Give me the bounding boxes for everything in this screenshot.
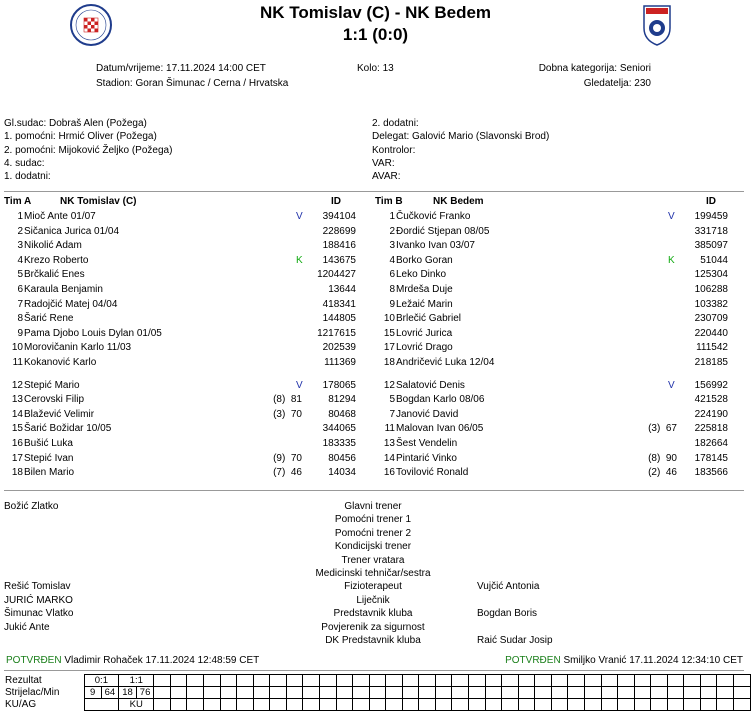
player-number: 17 <box>11 452 23 464</box>
player-id: 178065 <box>322 379 356 391</box>
player-id: 344065 <box>322 423 356 435</box>
official-line: 2. pomoćni: Mijoković Željko (Požega) <box>4 144 173 156</box>
staff-role: Trener vratara <box>341 554 405 566</box>
staff-role: Liječnik <box>356 594 390 606</box>
player-id: 230709 <box>694 313 728 325</box>
player-id: 80456 <box>328 452 356 464</box>
player-name: Kokanović Karlo <box>24 357 97 368</box>
team-a-id-header: ID <box>331 196 341 207</box>
player-name: Cerovski Filip <box>24 394 85 406</box>
player-id: 182664 <box>694 438 728 449</box>
player-number: 6 <box>389 269 395 281</box>
divider <box>4 490 744 491</box>
player-name: Morovičanin Karlo 11/03 <box>24 342 132 354</box>
age-category: Dobna kategorija: Seniori <box>538 63 651 74</box>
player-name: Malovan Ivan 06/05 <box>396 423 484 435</box>
scorer-cell: 76 <box>136 687 154 699</box>
score-cell: 0:1 <box>84 675 119 687</box>
player-id: 228699 <box>322 225 356 237</box>
match-score: 1:1 (0:0) <box>342 25 409 44</box>
away-confirm-text: Smiljko Vranić 17.11.2024 12:34:10 CET <box>563 655 743 666</box>
player-id: 156992 <box>694 379 728 391</box>
player-number: 7 <box>389 408 395 420</box>
captain-mark: K <box>668 254 675 266</box>
official-line: Delegat: Galović Mario (Slavonski Brod) <box>372 131 550 143</box>
player-id: 418341 <box>322 298 356 310</box>
staff-role: Pomoćni trener 1 <box>334 514 412 526</box>
player-number: 5 <box>389 394 395 406</box>
substitution-info: (8) 81 <box>273 394 302 406</box>
scorer-cell: 64 <box>101 687 119 699</box>
player-number: 18 <box>11 467 23 479</box>
official-line: AVAR: <box>372 171 401 183</box>
team-a-label: Tim A <box>4 196 32 207</box>
player-name: Pama Djobo Louis Dylan 01/05 <box>24 327 162 339</box>
player-number: 8 <box>17 313 23 325</box>
substitution-info: (3) 70 <box>273 408 302 420</box>
player-number: 1 <box>17 211 23 222</box>
staff-role: Glavni trener <box>344 501 402 512</box>
goalkeeper-mark: V <box>296 211 303 222</box>
staff-role: Predstavnik kluba <box>333 608 413 620</box>
score-row-ku <box>4 699 751 711</box>
home-staff-name: Rešić Tomislav <box>4 581 71 593</box>
score-row-strijelac <box>4 687 751 699</box>
player-id: 111542 <box>696 342 728 354</box>
player-number: 17 <box>383 342 395 354</box>
player-name: Bušić Luka <box>24 438 73 449</box>
staff-role: Medicinski tehničar/sestra <box>315 568 431 579</box>
player-id: 81294 <box>328 394 356 406</box>
staff-role: Pomoćni trener 2 <box>334 527 412 539</box>
player-name: Lovrić Jurica <box>396 327 453 339</box>
substitution-info: (9) 70 <box>273 452 302 464</box>
away-confirm-tag: POTVRĐEN <box>505 655 561 666</box>
scorer-cell: 18 <box>119 687 137 699</box>
staff-role: Fizioterapeut <box>344 581 402 593</box>
player-id: 1204427 <box>317 269 356 281</box>
player-number: 15 <box>11 423 23 435</box>
player-id: 144805 <box>322 313 356 325</box>
player-name: Borko Goran <box>396 254 453 266</box>
home-staff-name: JURIĆ MARKO <box>4 594 73 606</box>
player-id: 143675 <box>322 254 356 266</box>
player-id: 224190 <box>694 408 728 420</box>
player-number: 15 <box>383 327 395 339</box>
player-id: 183335 <box>322 438 356 449</box>
staff-role: Kondicijski trener <box>334 541 412 553</box>
substitution-info: (7) 46 <box>273 467 302 479</box>
team-b-id-header: ID <box>706 196 716 207</box>
home-confirm-tag: POTVRĐEN <box>6 655 62 666</box>
player-id: 111369 <box>324 357 356 368</box>
player-number: 2 <box>389 225 395 237</box>
official-line: VAR: <box>372 157 395 169</box>
player-id: 225818 <box>694 423 728 435</box>
score-cell: 1:1 <box>119 675 154 687</box>
player-id: 103382 <box>694 298 728 310</box>
player-name: Krezo Roberto <box>24 254 89 266</box>
official-line: 2. dodatni: <box>372 118 419 129</box>
player-number: 9 <box>17 327 23 339</box>
player-name: Brčkalić Enes <box>24 269 85 281</box>
substitution-info: (3) 67 <box>648 423 677 435</box>
ku-cell: KU <box>119 699 154 711</box>
goalkeeper-mark: V <box>668 379 675 391</box>
match-round: Kolo: 13 <box>357 63 394 74</box>
player-name: Šarić Rene <box>24 313 74 325</box>
player-name: Bilen Mario <box>24 467 75 479</box>
player-number: 3 <box>389 240 395 252</box>
score-row-label: Rezultat <box>5 675 42 686</box>
home-staff-name: Šimunac Vlatko <box>4 608 74 620</box>
player-number: 1 <box>389 211 395 222</box>
player-number: 5 <box>17 269 23 281</box>
player-id: 218185 <box>694 357 728 368</box>
player-number: 6 <box>17 284 23 295</box>
match-title: NK Tomislav (C) - NK Bedem <box>259 3 492 22</box>
away-staff-name: Bogdan Boris <box>477 608 538 620</box>
official-line: 1. pomoćni: Hrmić Oliver (Požega) <box>4 131 157 143</box>
player-number: 14 <box>383 452 395 464</box>
staff-role: Povjerenik za sigurnost <box>321 621 425 633</box>
player-number: 12 <box>383 379 395 391</box>
team-a-name: NK Tomislav (C) <box>60 196 137 207</box>
score-row-label: KU/AG <box>5 699 37 710</box>
player-name: Andričević Luka 12/04 <box>396 357 495 368</box>
team-b-label: Tim B <box>375 196 403 207</box>
player-id: 1217615 <box>317 327 356 339</box>
substitution-info: (8) 90 <box>648 452 677 464</box>
player-id: 394104 <box>322 211 356 222</box>
player-id: 421528 <box>694 394 728 406</box>
player-number: 3 <box>17 240 23 252</box>
scorer-cell: 9 <box>84 687 101 699</box>
divider <box>4 670 744 671</box>
away-staff-name: Vujčić Antonia <box>477 581 540 593</box>
player-number: 7 <box>17 298 23 310</box>
player-name: Ivanko Ivan 03/07 <box>396 240 475 252</box>
player-name: Blažević Velimir <box>24 408 95 420</box>
player-number: 16 <box>383 467 395 479</box>
player-name: Brlečić Gabriel <box>396 313 462 325</box>
home-staff-name: Jukić Ante <box>4 621 50 633</box>
official-line: 1. dodatni: <box>4 171 51 183</box>
player-name: Nikolić Adam <box>24 240 82 252</box>
home-staff-name: Božić Zlatko <box>4 501 59 512</box>
player-number: 11 <box>384 423 395 435</box>
player-number: 4 <box>17 254 23 266</box>
player-id: 106288 <box>694 284 728 295</box>
player-number: 13 <box>383 438 395 449</box>
away-confirmation <box>505 655 743 666</box>
player-id: 183566 <box>694 467 728 479</box>
player-id: 125304 <box>694 269 728 281</box>
player-number: 10 <box>11 342 23 354</box>
staff-role: DK Predstavnik kluba <box>325 635 421 646</box>
goalkeeper-mark: V <box>668 211 675 222</box>
player-number: 13 <box>11 394 23 406</box>
player-number: 18 <box>383 357 395 368</box>
official-line: Gl.sudac: Dobraš Alen (Požega) <box>4 118 147 129</box>
match-datetime: Datum/vrijeme: 17.11.2024 14:00 CET <box>96 63 266 74</box>
player-name: Pintarić Vinko <box>396 452 457 464</box>
player-name: Stepić Ivan <box>24 452 74 464</box>
player-id: 220440 <box>694 327 728 339</box>
player-number: 8 <box>389 284 395 295</box>
player-name: Sičanica Jurica 01/04 <box>24 225 120 237</box>
player-name: Šest Vendelin <box>396 438 458 449</box>
player-number: 16 <box>11 438 23 449</box>
score-row-rezultat <box>4 675 751 687</box>
player-name: Šarić Božidar 10/05 <box>24 423 112 435</box>
player-name: Bogdan Karlo 08/06 <box>396 394 485 406</box>
player-name: Radojčić Matej 04/04 <box>24 298 118 310</box>
player-id: 331718 <box>694 225 728 237</box>
player-name: Lovrić Drago <box>396 342 453 354</box>
player-id: 202539 <box>322 342 356 354</box>
away-staff-name: Raić Sudar Josip <box>477 635 553 646</box>
player-number: 4 <box>389 254 395 266</box>
goalkeeper-mark: V <box>296 379 303 391</box>
player-number: 10 <box>383 313 395 325</box>
player-name: Salatović Denis <box>396 379 465 391</box>
player-name: Mioč Ante 01/07 <box>24 211 96 222</box>
player-number: 14 <box>11 408 23 420</box>
player-number: 12 <box>11 379 23 391</box>
player-id: 51044 <box>700 254 728 266</box>
score-row-label: Strijelac/Min <box>5 687 60 698</box>
player-number: 9 <box>389 298 395 310</box>
official-line: 4. sudac: <box>4 157 45 169</box>
player-id: 199459 <box>694 211 728 222</box>
substitution-info: (2) 46 <box>648 467 677 479</box>
captain-mark: K <box>296 254 303 266</box>
player-number: 11 <box>12 357 23 368</box>
player-id: 80468 <box>328 408 356 420</box>
player-id: 188416 <box>322 240 356 252</box>
player-name: Đordić Stjepan 08/05 <box>396 225 490 237</box>
divider <box>4 191 744 192</box>
team-b-name: NK Bedem <box>433 196 484 207</box>
player-name: Karaula Benjamin <box>24 284 103 295</box>
player-name: Mrdeša Duje <box>396 284 453 295</box>
match-stadium: Stadion: Goran Šimunac / Cerna / Hrvatska <box>96 78 289 89</box>
player-id: 13644 <box>328 284 356 295</box>
player-name: Stepić Mario <box>24 379 80 391</box>
player-id: 385097 <box>694 240 728 252</box>
player-name: Ležaić Marin <box>396 298 453 310</box>
player-number: 2 <box>17 225 23 237</box>
player-name: Leko Dinko <box>396 269 447 281</box>
player-id: 14034 <box>328 467 356 479</box>
score-table <box>4 674 751 711</box>
player-name: Čučković Franko <box>396 211 471 222</box>
home-confirm-text: Vladimir Rohaček 17.11.2024 12:48:59 CET <box>64 655 260 666</box>
player-name: Janović David <box>396 408 459 420</box>
official-line: Kontrolor: <box>372 144 416 156</box>
home-confirmation <box>6 655 259 666</box>
player-name: Tovilović Ronald <box>396 467 469 479</box>
player-id: 178145 <box>694 452 728 464</box>
attendance: Gledatelja: 230 <box>583 78 651 89</box>
